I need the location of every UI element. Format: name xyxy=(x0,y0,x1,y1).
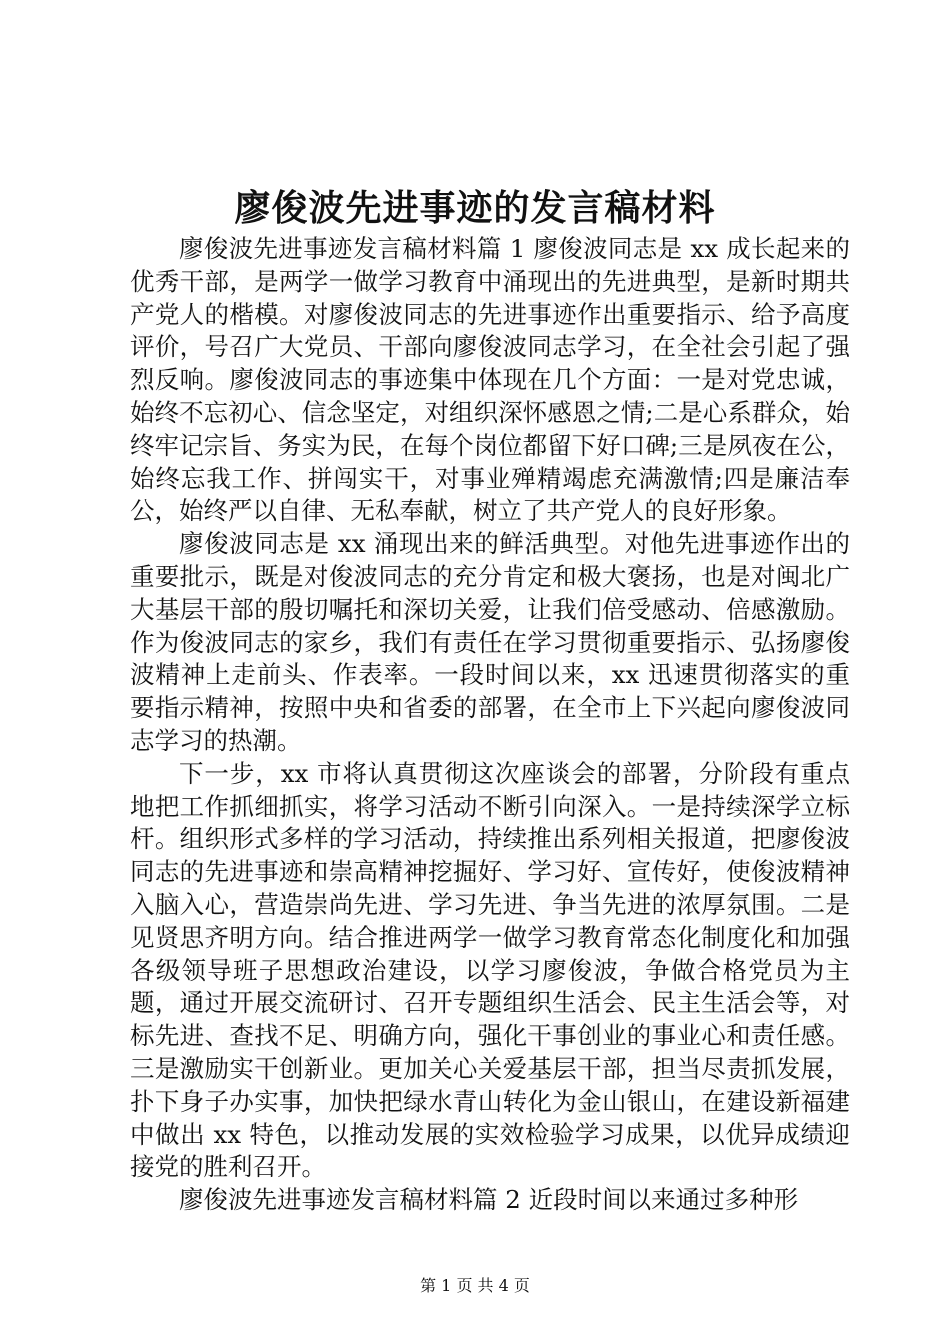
paragraph-3: 下一步，xx 市将认真贯彻这次座谈会的部署，分阶段有重点地把工作抓细抓实，将学习活动不断引向深入。一是持续深学立标杆。组织形式多样的学习活动，持续推出系列相关报道，把廖俊波同志的先进事迹和崇高精神挖掘好、学习好、宣传好，使俊波精神入脑入心，营造崇尚先进、学习先进、争当先进的浓厚氛围。二是见贤思齐明方向。结合推进两学一做学习教育常态化制度化和加强各级领导班子思想政治建设，以学习廖俊波，争做合格党员为主题，通过开展交流研讨、召开专题组织生活会、民主生活会等，对标先进、查找不足、明确方向，强化干事创业的事业心和责任感。三是激励实干创新业。更加关心关爱基层干部，担当尽责抓发展，扑下身子办实事，加快把绿水青山转化为金山银山，在建设新福建中做出 xx 特色，以推动发展的实效检验学习成果，以优异成绩迎接党的胜利召开。 xyxy=(130,758,850,1182)
document-title: 廖俊波先进事迹的发言稿材料 xyxy=(234,187,716,229)
paragraph-4: 廖俊波先进事迹发言稿材料篇 2 近段时间以来通过多种形 xyxy=(179,1185,799,1215)
paragraph-1: 廖俊波先进事迹发言稿材料篇 1 廖俊波同志是 xx 成长起来的优秀干部，是两学一做学习教育中涌现出的先进典型，是新时期共产党人的楷模。对廖俊波同志的先进事迹作出重要指示、给予高度评价，号召广大党员、干部向廖俊波同志学习，在全社会引起了强烈反响。廖俊波同志的事迹集中体现在几个方面：一是对党忠诚，始终不忘初心、信念坚定，对组织深怀感恩之情;二是心系群众，始终牢记宗旨、务实为民，在每个岗位都留下好口碑;三是夙夜在公，始终忘我工作、拼闯实干，对事业殚精竭虑充满激情;四是廉洁奉公，始终严以自律、无私奉献，树立了共产党人的良好形象。 xyxy=(130,234,850,526)
paragraph-2: 廖俊波同志是 xx 涌现出来的鲜活典型。对他先进事迹作出的重要批示，既是对俊波同志的充分肯定和极大褒扬，也是对闽北广大基层干部的殷切嘱托和深切关爱，让我们倍受感动、倍感激励。作为俊波同志的家乡，我们有责任在学习贯彻重要指示、弘扬廖俊波精神上走前头、作表率。一段时间以来，xx 迅速贯彻落实的重要指示精神，按照中央和省委的部署，在全市上下兴起向廖俊波同志学习的热潮。 xyxy=(130,529,850,755)
page-footer: 第 1 页 共 4 页 xyxy=(420,1276,530,1295)
document-body xyxy=(130,233,850,1217)
